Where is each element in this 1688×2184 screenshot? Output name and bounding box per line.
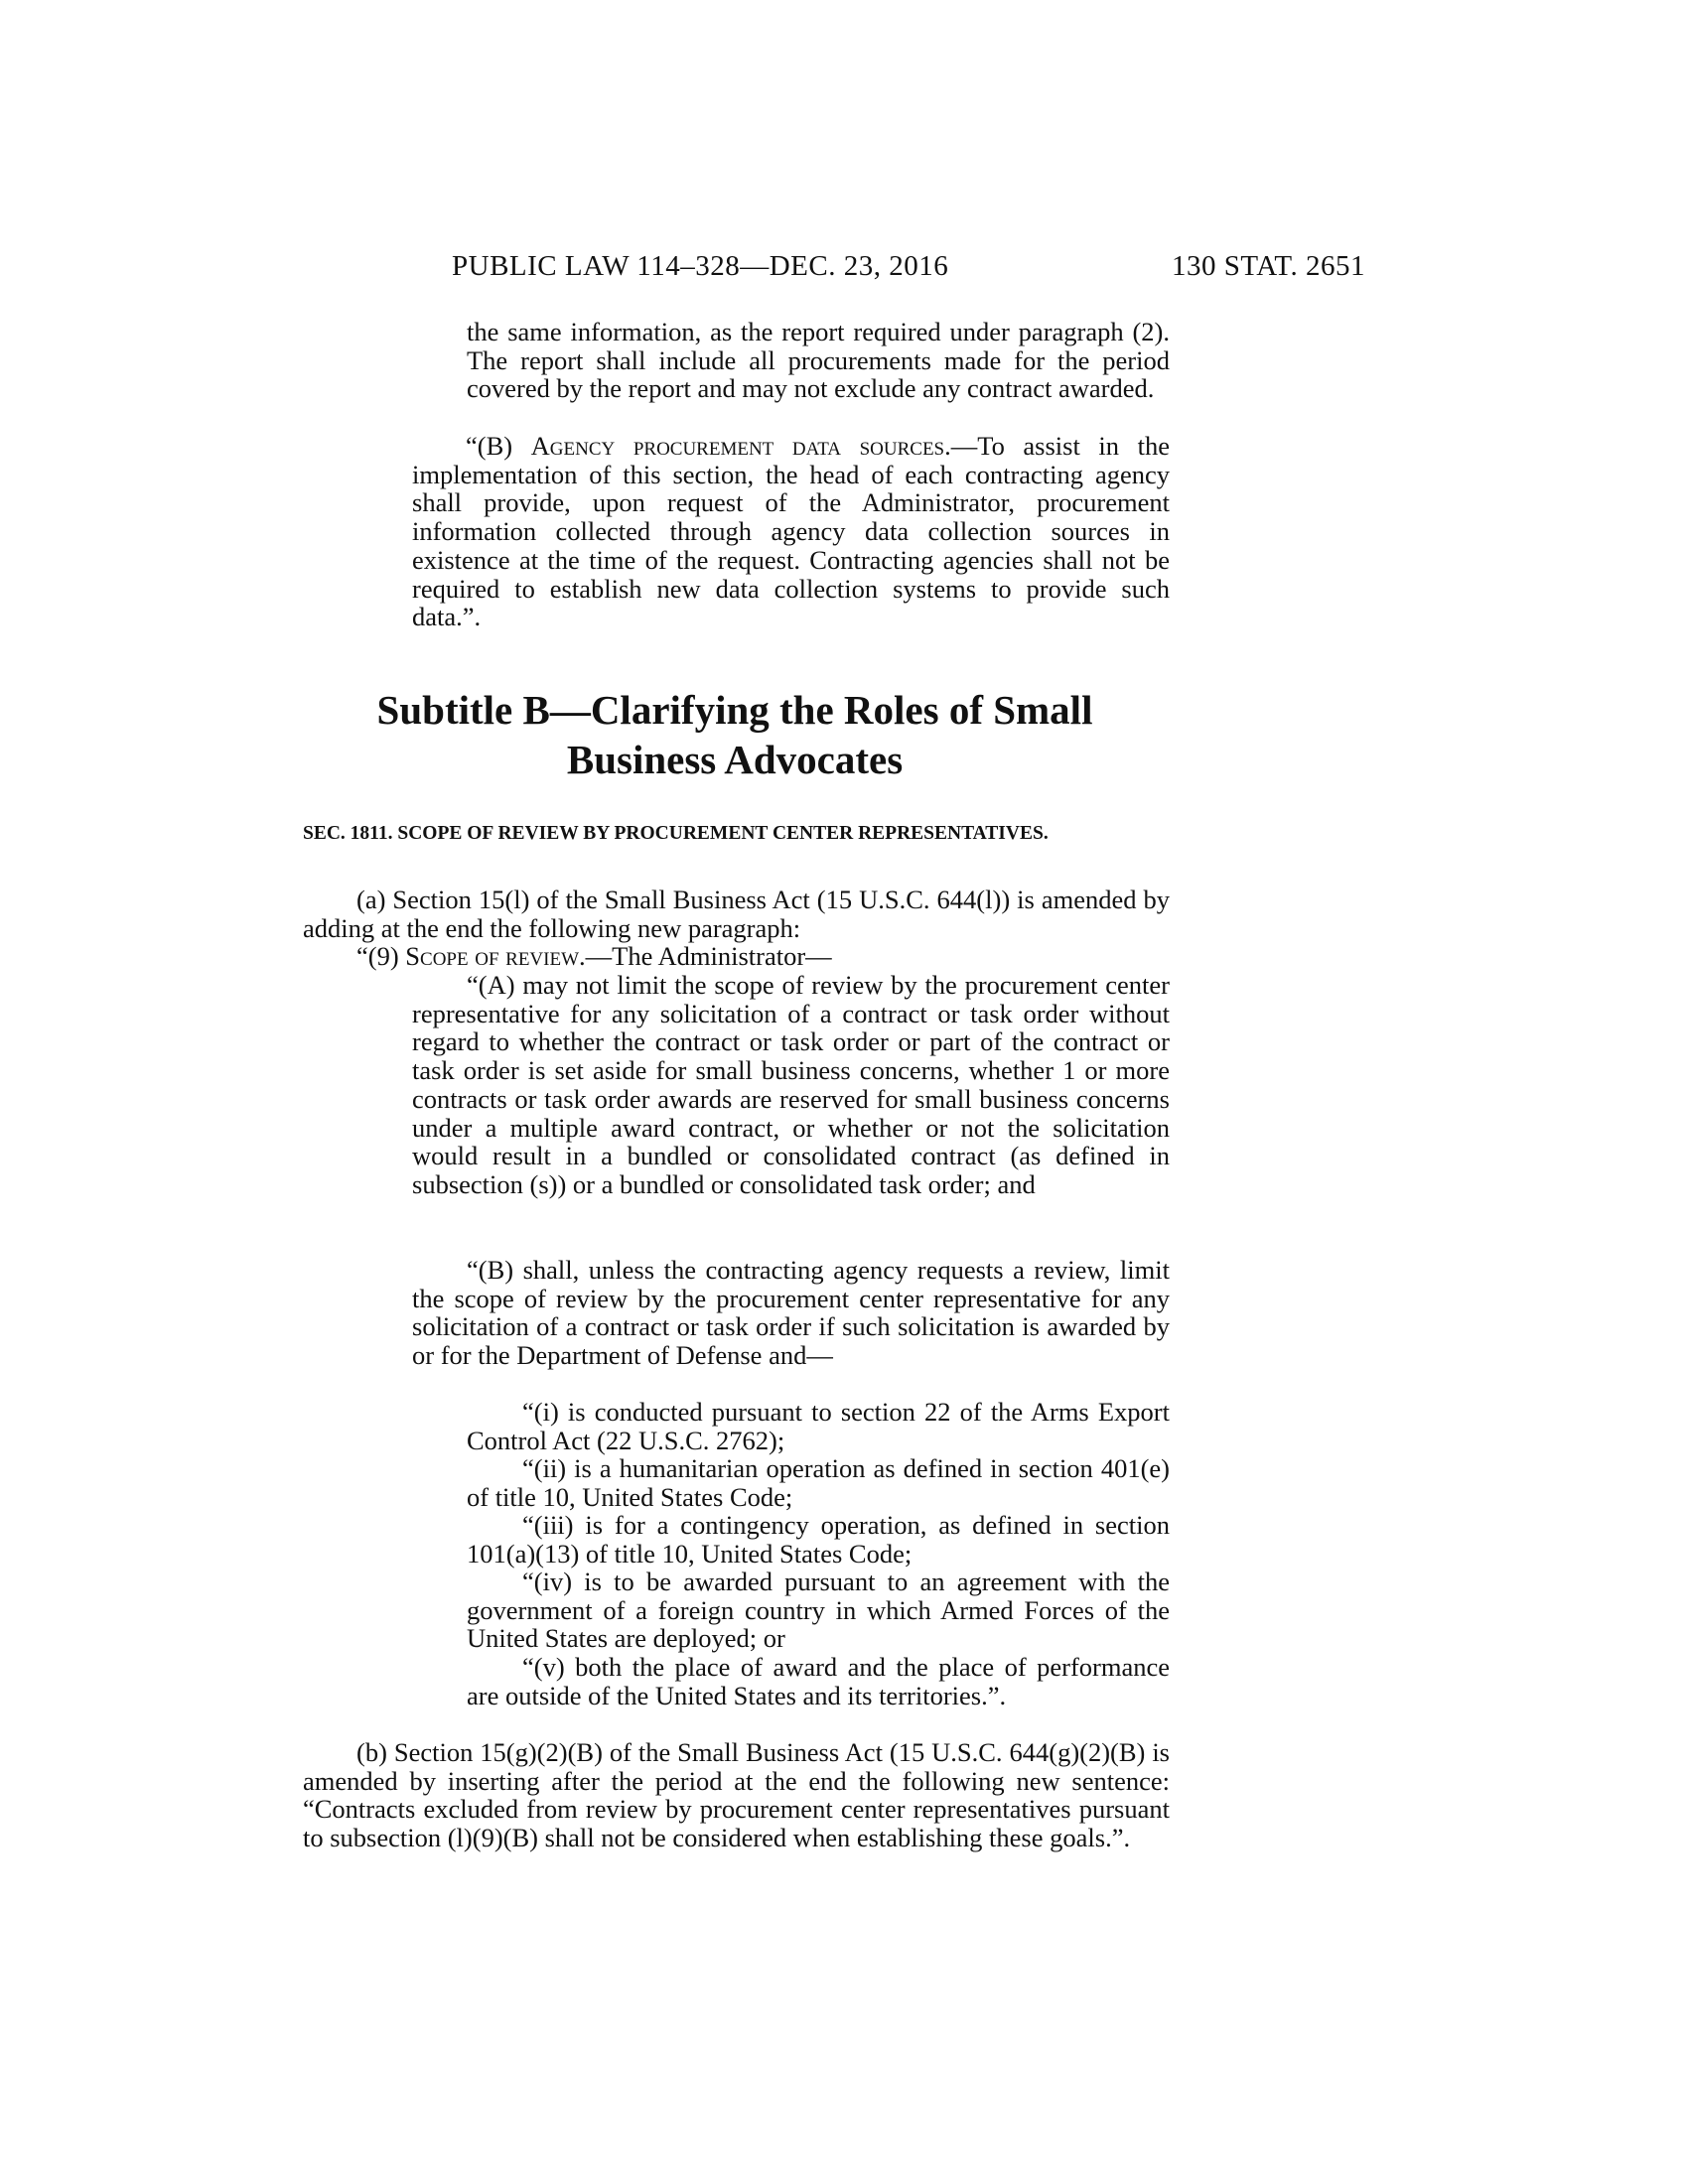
- item-i: “(i) is conducted pursuant to section 22 of the Arms Export Control Act (22 U.S.C. 2762);: [467, 1397, 1170, 1455]
- continuation-paragraph: the same information, as the report required under paragraph (2). The report shall include all procurements made for the period covered by the report and may not exclude any contract awarded.: [467, 317, 1170, 404]
- section-heading: SEC. 1811. SCOPE OF REVIEW BY PROCUREMENT CENTER REPRESENTATIVES.: [303, 823, 1049, 844]
- amendment-a: (a) Section 15(l) of the Small Business Act (15 U.S.C. 644(l)) is amended by adding at the end the following new paragraph:: [303, 885, 1170, 943]
- subtitle-line-2: Business Advocates: [566, 737, 904, 782]
- stat-page-number: 130 STAT. 2651: [1171, 250, 1365, 282]
- paragraph-9-heading: Scope of review: [405, 941, 580, 971]
- running-header: [452, 250, 1365, 286]
- subtitle-line-1: Subtitle B—Clarifying the Roles of Small: [376, 687, 1093, 733]
- paragraph-b-text: .—To assist in the implementation of this section, the head of each contracting agency shall provide, upon request of the Administrator, procurement information collected through agency data collection sources in existence at the time of the request. Contracting agencies shall not be required to establish new data collection systems to provide such data.”.: [412, 431, 1170, 632]
- paragraph-b-open: “(B): [466, 431, 531, 461]
- item-v: “(v) both the place of award and the place of performance are outside of the United States and its territories.”.: [467, 1652, 1170, 1710]
- clause-b: “(B) shall, unless the contracting agency requests a review, limit the scope of review by the procurement center representative for any solicitation of a contract or task order if such solicitation is awarded by or for the Department of Defense and—: [412, 1255, 1170, 1371]
- clause-a: “(A) may not limit the scope of review by the procurement center representative for any solicitation of a contract or task order without regard to whether the contract or task order or part of the contract or task order is set aside for small business concerns, whether 1 or more contracts or task order awards are reserved for small business concerns under a multiple award contract, or whether or not the solicitation would result in a bundled or consolidated contract (as defined in subsection (s)) or a bundled or consolidated task order; and: [412, 970, 1170, 1199]
- item-iii: “(iii) is for a contingency operation, as defined in section 101(a)(13) of title 10, United States Code;: [467, 1510, 1170, 1569]
- paragraph-9-scope-of-review: [356, 942, 1170, 971]
- paragraph-9-open: “(9): [356, 941, 406, 971]
- paragraph-b-agency-data-sources: [412, 432, 1170, 631]
- public-law-citation: PUBLIC LAW 114–328—DEC. 23, 2016: [452, 250, 949, 282]
- item-iv: “(iv) is to be awarded pursuant to an agreement with the government of a foreign country in which Armed Forces of the United States are deployed; or: [467, 1567, 1170, 1654]
- item-ii: “(ii) is a humanitarian operation as defined in section 401(e) of title 10, United States Code;: [467, 1453, 1170, 1512]
- amendment-b: (b) Section 15(g)(2)(B) of the Small Business Act (15 U.S.C. 644(g)(2)(B) is amended by inserting after the period at the end the following new sentence: “Contracts excluded from review by procurement center representatives pursuant to subsection (l)(9)(B) shall not be considered when establishing these goals.”.: [303, 1737, 1170, 1853]
- paragraph-9-text: .—The Administrator—: [579, 941, 832, 971]
- subtitle-heading: [298, 685, 1172, 784]
- paragraph-b-heading: Agency procurement data sources: [530, 431, 945, 461]
